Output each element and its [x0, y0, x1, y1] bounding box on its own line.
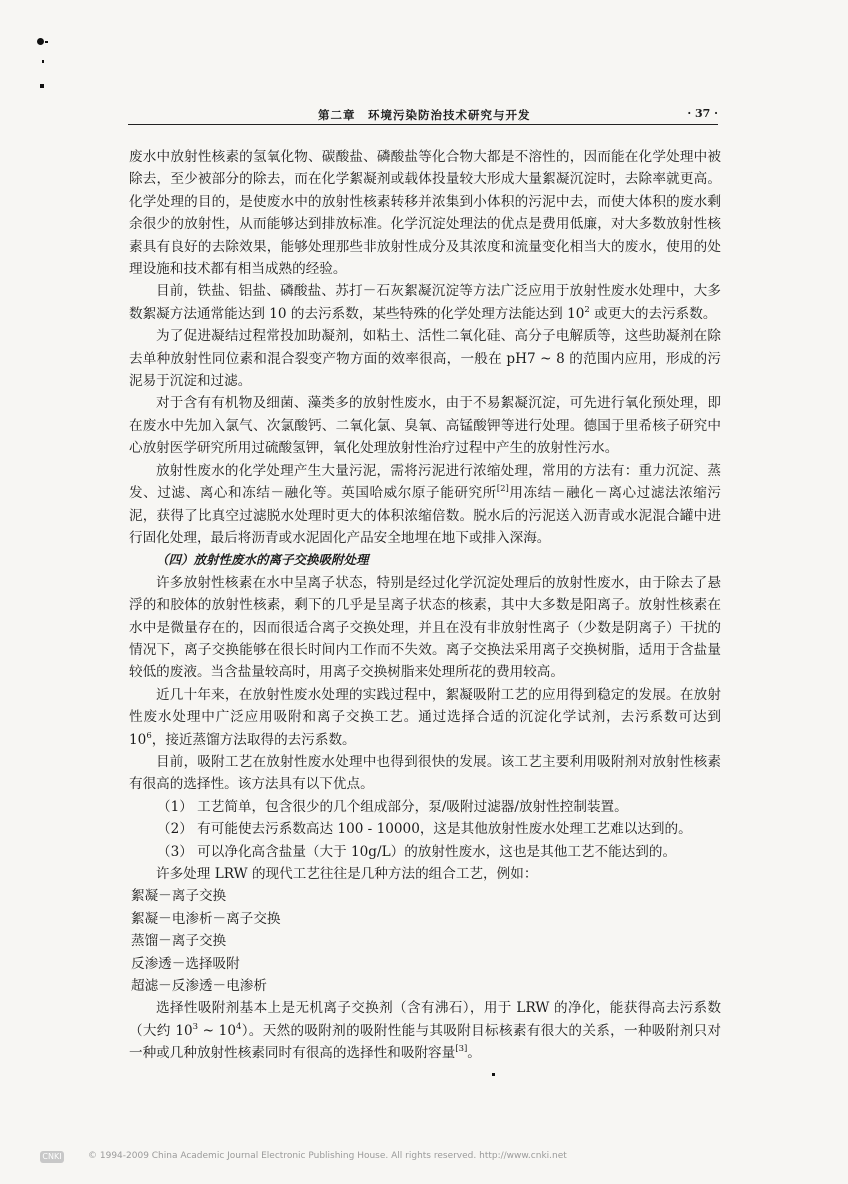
superscript: 6	[146, 730, 152, 741]
paragraph: 目前，吸附工艺在放射性废水处理中也得到很快的发展。该工艺主要利用吸附剂对放射性核素有很高的选择性。该方法具有以下优点。	[129, 753, 721, 793]
text-run: 。	[467, 1045, 481, 1062]
chapter-title: 第二章 环境污染防治技术研究与开发	[318, 108, 531, 122]
paragraph	[129, 460, 721, 550]
text-run: 近几十年来，在放射性废水处理的实践过程中，絮凝吸附工艺的应用得到稳定的发展。在放射性废水处理中广泛应用吸附和离子交换工艺。通过选择合适的沉淀化学试剂，去污系数可达到 10	[129, 686, 721, 748]
paragraph	[129, 684, 721, 751]
paragraph: 废水中放射性核素的氢氧化物、碳酸盐、磷酸盐等化合物大都是不溶性的，因而能在化学处理中被除去，至少被部分的除去，而在化学絮凝剂或载体投量较大形成大量絮凝沉淀时，去除率就更高。化学处理的目的，是使废水中的放射性核素转移并浓集到小体积的污泥中去，而使大体积的废水剩余很少的放射性，从而能够达到排放标准。化学沉淀处理法的优点是费用低廉，对大多数放射性核素具有良好的去除效果，能够处理那些非放射性成分及其浓度和流量变化相当大的废水，使用的处理设施和技术都有相当成熟的经验。	[129, 149, 721, 278]
body-text	[129, 146, 721, 1065]
paragraph	[129, 997, 721, 1064]
process-item: 絮凝－电渗析－离子交换	[131, 910, 281, 927]
section-heading: （四）放射性废水的离子交换吸附处理	[156, 552, 369, 568]
scan-mark	[42, 60, 44, 63]
superscript: 4	[235, 1021, 242, 1032]
text-run: 用冻结－融化－离心过滤法浓缩污泥，获得了比真空过滤脱水处理时更大的体积浓缩倍数。脱水后的污泥送入沥青或水泥混合罐中进行固化处理，最后将沥青或水泥固化产品安全地埋在地下或排入深海。	[129, 485, 722, 546]
copyright-footer	[40, 1151, 640, 1165]
scan-mark	[45, 41, 48, 43]
paragraph	[129, 280, 721, 325]
text-run: ，接近蒸馏方法取得的去污系数。	[151, 731, 356, 748]
cnki-logo-icon: CNKI	[40, 1151, 64, 1163]
paragraph: 许多处理 LRW 的现代工艺往往是几种方法的组合工艺，例如：	[156, 866, 538, 882]
superscript: 2	[584, 304, 590, 315]
list-item: （2） 有可能使去污系数高达 100 - 10000，这是其他放射性废水处理工艺难以达到的。	[157, 821, 692, 838]
copyright-text: © 1994-2009 China Academic Journal Electronic Publishing House. All rights reserved. http://www.cnki.net	[88, 1151, 567, 1161]
page-number: · 37 ·	[687, 107, 718, 120]
superscript: 3	[192, 1021, 199, 1032]
citation: [2]	[496, 484, 509, 495]
scan-mark	[40, 84, 44, 88]
scan-mark	[492, 1073, 495, 1076]
list-item: （3） 可以净化高含盐量（大于 10g/L）的放射性废水，这也是其他工艺不能达到的。	[157, 843, 677, 860]
text-run: 或更大的去污系数。	[589, 305, 717, 322]
list-item: （1） 工艺简单，包含很少的几个组成部分，泵/吸附过滤器/放射性控制装置。	[157, 798, 628, 815]
citation: [3]	[455, 1044, 468, 1055]
text-run: 目前，铁盐、铝盐、磷酸盐、苏打－石灰絮凝沉淀等方法广泛应用于放射性废水处理中，大多数絮凝方法通常能达到 10 的去污系数，某些特殊的化学处理方法能达到 10	[129, 283, 721, 322]
text-run: ~ 10	[198, 1022, 236, 1039]
text-run: ）。天然的吸附剂的吸附性能与其吸附目标核素有很大的关系，一种吸附剂只对一种或几种放射性核素同时有很高的选择性和吸附容量	[129, 1022, 721, 1062]
process-item: 絮凝－离子交换	[131, 888, 227, 905]
process-item: 反渗透－选择吸附	[131, 955, 240, 972]
text-run: 放射性废水的化学处理产生大量污泥，需将污泥进行浓缩处理，常用的方法有：重力沉淀、蒸发、过滤、离心和冻结－融化等。英国哈威尔原子能研究所	[129, 462, 721, 502]
process-item: 蒸馏－离子交换	[131, 933, 227, 950]
text-run: 选择性吸附剂基本上是无机离子交换剂（含有沸石），用于 LRW 的净化，能获得高去污系数（大约 10	[129, 1000, 721, 1039]
process-item: 超滤－反渗透－电渗析	[131, 978, 267, 995]
paragraph: 对于含有有机物及细菌、藻类多的放射性废水，由于不易絮凝沉淀，可先进行氧化预处理，即在废水中先加入氯气、次氯酸钙、二氧化氯、臭氧、高锰酸钾等进行处理。德国于里希核子研究中心放射医学研究所用过硫酸氢钾，氧化处理放射性治疗过程中产生的放射性污水。	[129, 395, 721, 457]
paragraph: 许多放射性核素在水中呈离子状态，特别是经过化学沉淀处理后的放射性废水，由于除去了悬浮的和胶体的放射性核素，剩下的几乎是呈离子状态的核素，其中大多数是阳离子。放射性核素在水中是微量存在的，因而很适合离子交换处理，并且在没有非放射性离子（少数是阴离子）干扰的情况下，离子交换能够在很长时间内工作而不失效。离子交换法采用离子交换树脂，适用于含盐量较低的废液。当含盐量较高时，用离子交换树脂来处理所花的费用较高。	[129, 574, 721, 681]
paragraph: 为了促进凝结过程常投加助凝剂，如粘土、活性二氧化硅、高分子电解质等，这些助凝剂在除去单种放射性同位素和混合裂变产物方面的效率很高，一般在 pH7 ~ 8 的范围内应用，形成的污泥易于沉淀和过滤。	[129, 328, 721, 390]
running-header	[128, 106, 718, 125]
scan-mark	[37, 38, 44, 45]
